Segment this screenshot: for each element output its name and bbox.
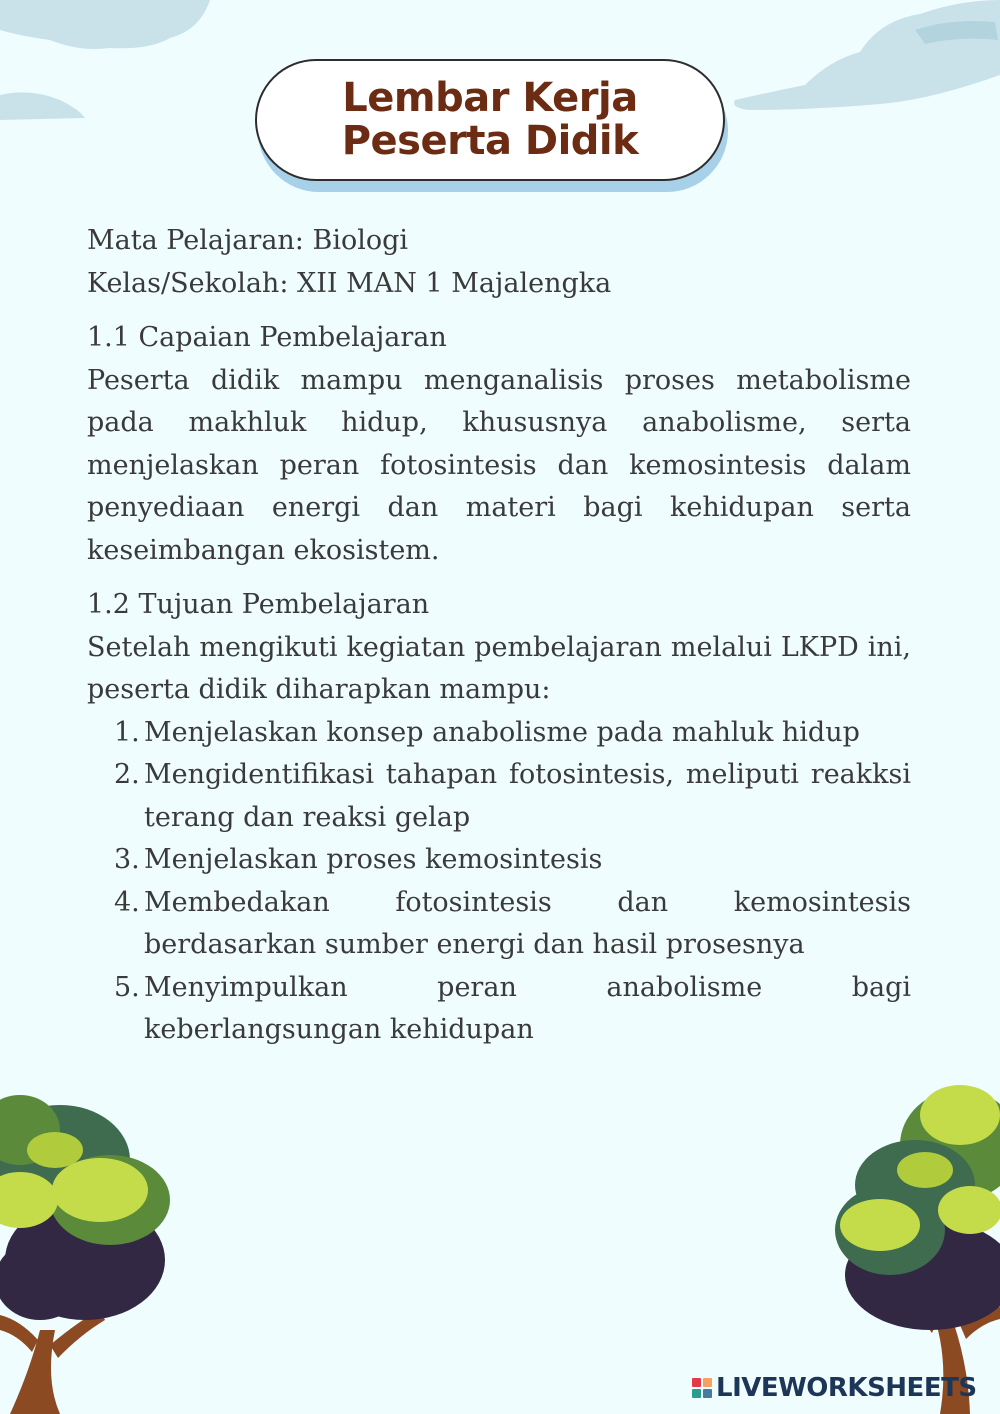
cloud-top-left-icon [0,0,220,130]
list-item-text: Menyimpulkan peran anabolisme bagi keberlangsungan kehidupan [144,971,911,1045]
section-1-1-heading: 1.1 Capaian Pembelajaran [87,322,447,353]
title-line-2: Peserta Didik [341,118,639,164]
watermark-text: LIVEWORKSHEETS [716,1373,977,1403]
title-box [255,59,725,181]
list-item [87,712,911,755]
subject-line: Mata Pelajaran: Biologi [87,225,409,256]
tree-left-icon [0,1090,175,1414]
list-item-text: Mengidentifikasi tahapan fotosintesis, meliputi reakksi terang dan reaksi gelap [144,759,911,833]
worksheet-content [87,220,911,1052]
list-item [87,967,911,1052]
list-item-text: Membedakan fotosintesis dan kemosintesis berdasarkan sumber energi dan hasil prosesnya [144,886,911,960]
section-1-1-body: Peserta didik mampu menganalisis proses metabolisme pada makhluk hidup, khususnya anabolisme, serta menjelaskan peran fotosintesis dan kemosintesis dalam penyediaan energi dan materi bagi kehidupan serta keseimbangan ekosistem. [87,364,911,566]
list-item-number: 5. [114,971,140,1003]
liveworksheets-watermark [692,1373,977,1403]
title-line-1: Lembar Kerja [342,75,638,121]
list-item-number: 3. [114,844,140,875]
list-item-number: 4. [114,886,140,918]
list-item-number: 1. [114,716,140,748]
tree-right-icon [820,1075,1000,1414]
list-item-number: 2. [114,759,140,790]
list-item [87,754,911,839]
cloud-top-right-icon [730,0,1000,130]
section-1-2-heading: 1.2 Tujuan Pembelajaran [87,589,430,620]
objectives-list [87,712,911,1052]
list-item [87,839,911,882]
list-item-text: Menjelaskan konsep anabolisme pada mahluk hidup [144,716,860,748]
class-school-line: Kelas/Sekolah: XII MAN 1 Majalengka [87,267,612,299]
list-item [87,882,911,967]
list-item-text: Menjelaskan proses kemosintesis [144,844,603,875]
liveworksheets-logo-icon [692,1378,712,1398]
section-1-2-intro: Setelah mengikuti kegiatan pembelajaran melalui LKPD ini, peserta didik diharapkan mampu: [87,631,911,705]
